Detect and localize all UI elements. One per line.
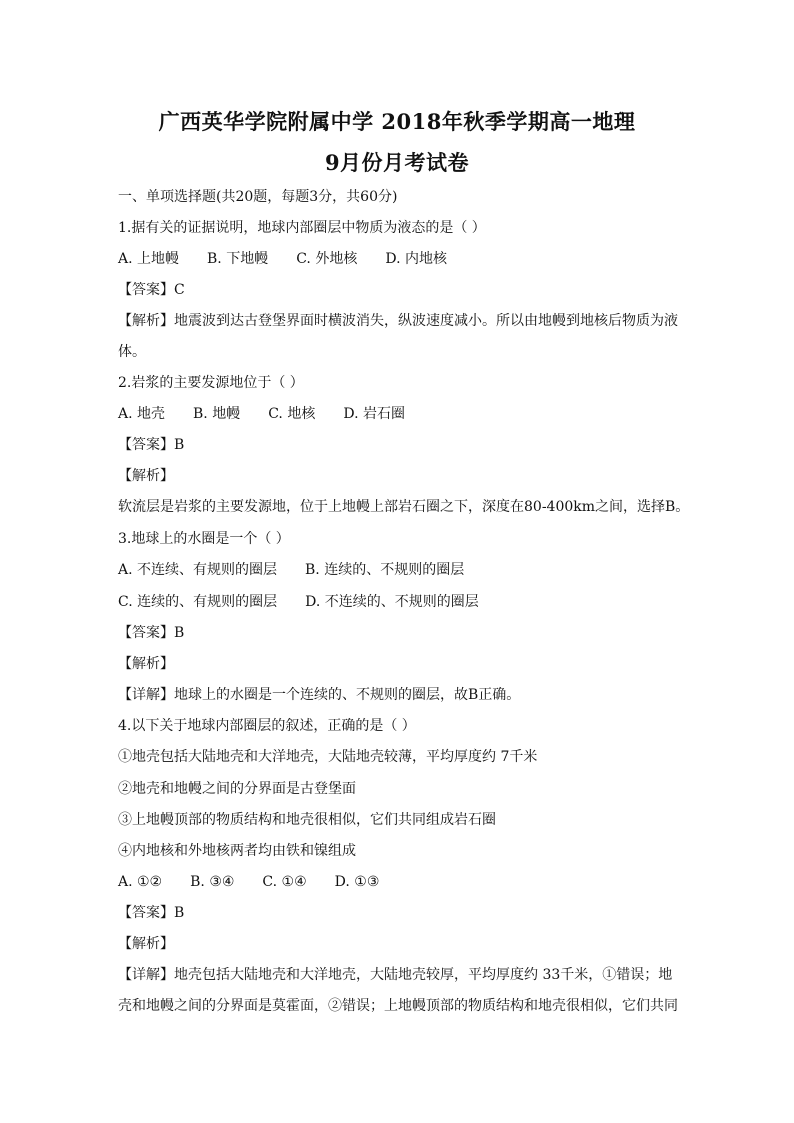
question-1-answer: 【答案】C [118, 282, 185, 298]
option-b: B. ③④ [190, 874, 235, 890]
question-2-options [118, 405, 433, 423]
question-4-stem: 4.以下关于地球内部圈层的叙述，正确的是（ ） [118, 718, 416, 734]
option-b: B. 下地幔 [207, 251, 269, 267]
question-1-options [118, 250, 475, 268]
question-1-stem: 1.据有关的证据说明，地球内部圈层中物质为液态的是（ ） [118, 220, 486, 236]
question-3-stem: 3.地球上的水圈是一个（ ） [118, 531, 290, 547]
option-d: D. 不连续的、不规则的圈层 [305, 594, 479, 610]
question-4-detail-line-1: 【详解】地壳包括大陆地壳和大洋地壳，大陆地壳较厚，平均厚度约 33千米，①错误；地 [118, 967, 673, 983]
question-4-analysis-heading: 【解析】 [118, 936, 174, 952]
option-d: D. 岩石圈 [343, 406, 405, 422]
question-4-statement-3: ③上地幔顶部的物质结构和地壳很相似，它们共同组成岩石圈 [118, 812, 496, 828]
question-2-analysis-heading: 【解析】 [118, 468, 174, 484]
option-a: A. ①② [118, 874, 163, 890]
question-2-answer: 【答案】B [118, 437, 185, 453]
title-line-2: 9月份月考试卷 [324, 150, 470, 175]
question-3-options-row-2 [118, 593, 507, 611]
question-2-analysis: 软流层是岩浆的主要发源地，位于上地幔上部岩石圈之下，深度在80-400km之间，选择B。 [118, 499, 690, 515]
question-4-statement-2: ②地壳和地幔之间的分界面是古登堡面 [118, 781, 356, 797]
question-3-options-row-1 [118, 561, 492, 579]
option-d: D. 内地核 [385, 251, 447, 267]
option-c: C. 外地核 [296, 251, 358, 267]
question-3-analysis-heading: 【解析】 [118, 656, 174, 672]
option-b: B. 连续的、不规则的圈层 [305, 562, 465, 578]
question-1-analysis-line-2: 体。 [118, 344, 146, 360]
question-4-detail-line-2: 壳和地幔之间的分界面是莫霍面，②错误；上地幔顶部的物质结构和地壳很相似，它们共同 [118, 998, 678, 1014]
option-c: C. 连续的、有规则的圈层 [118, 594, 278, 610]
title-line-1: 广西英华学院附属中学 2018年秋季学期高一地理 [158, 109, 636, 134]
option-a: A. 不连续、有规则的圈层 [118, 562, 278, 578]
option-a: A. 上地幔 [118, 251, 180, 267]
option-c: C. 地核 [268, 406, 316, 422]
option-b: B. 地幔 [193, 406, 241, 422]
option-c: C. ①④ [262, 874, 307, 890]
option-d: D. ①③ [334, 874, 380, 890]
question-1-analysis-line-1: 【解析】地震波到达古登堡界面时横波消失，纵波速度减小。所以由地幔到地核后物质为液 [118, 313, 678, 329]
section-heading: 一、单项选择题(共20题，每题3分，共60分) [118, 189, 398, 205]
question-4-answer: 【答案】B [118, 905, 185, 921]
question-4-statement-4: ④内地核和外地核两者均由铁和镍组成 [118, 843, 356, 859]
question-4-options [118, 873, 407, 891]
question-2-stem: 2.岩浆的主要发源地位于（ ） [118, 375, 304, 391]
question-3-answer: 【答案】B [118, 625, 185, 641]
question-4-statement-1: ①地壳包括大陆地壳和大洋地壳，大陆地壳较薄，平均厚度约 7千米 [118, 749, 538, 765]
question-3-detail: 【详解】地球上的水圈是一个连续的、不规则的圈层，故B正确。 [118, 687, 521, 703]
option-a: A. 地壳 [118, 406, 166, 422]
